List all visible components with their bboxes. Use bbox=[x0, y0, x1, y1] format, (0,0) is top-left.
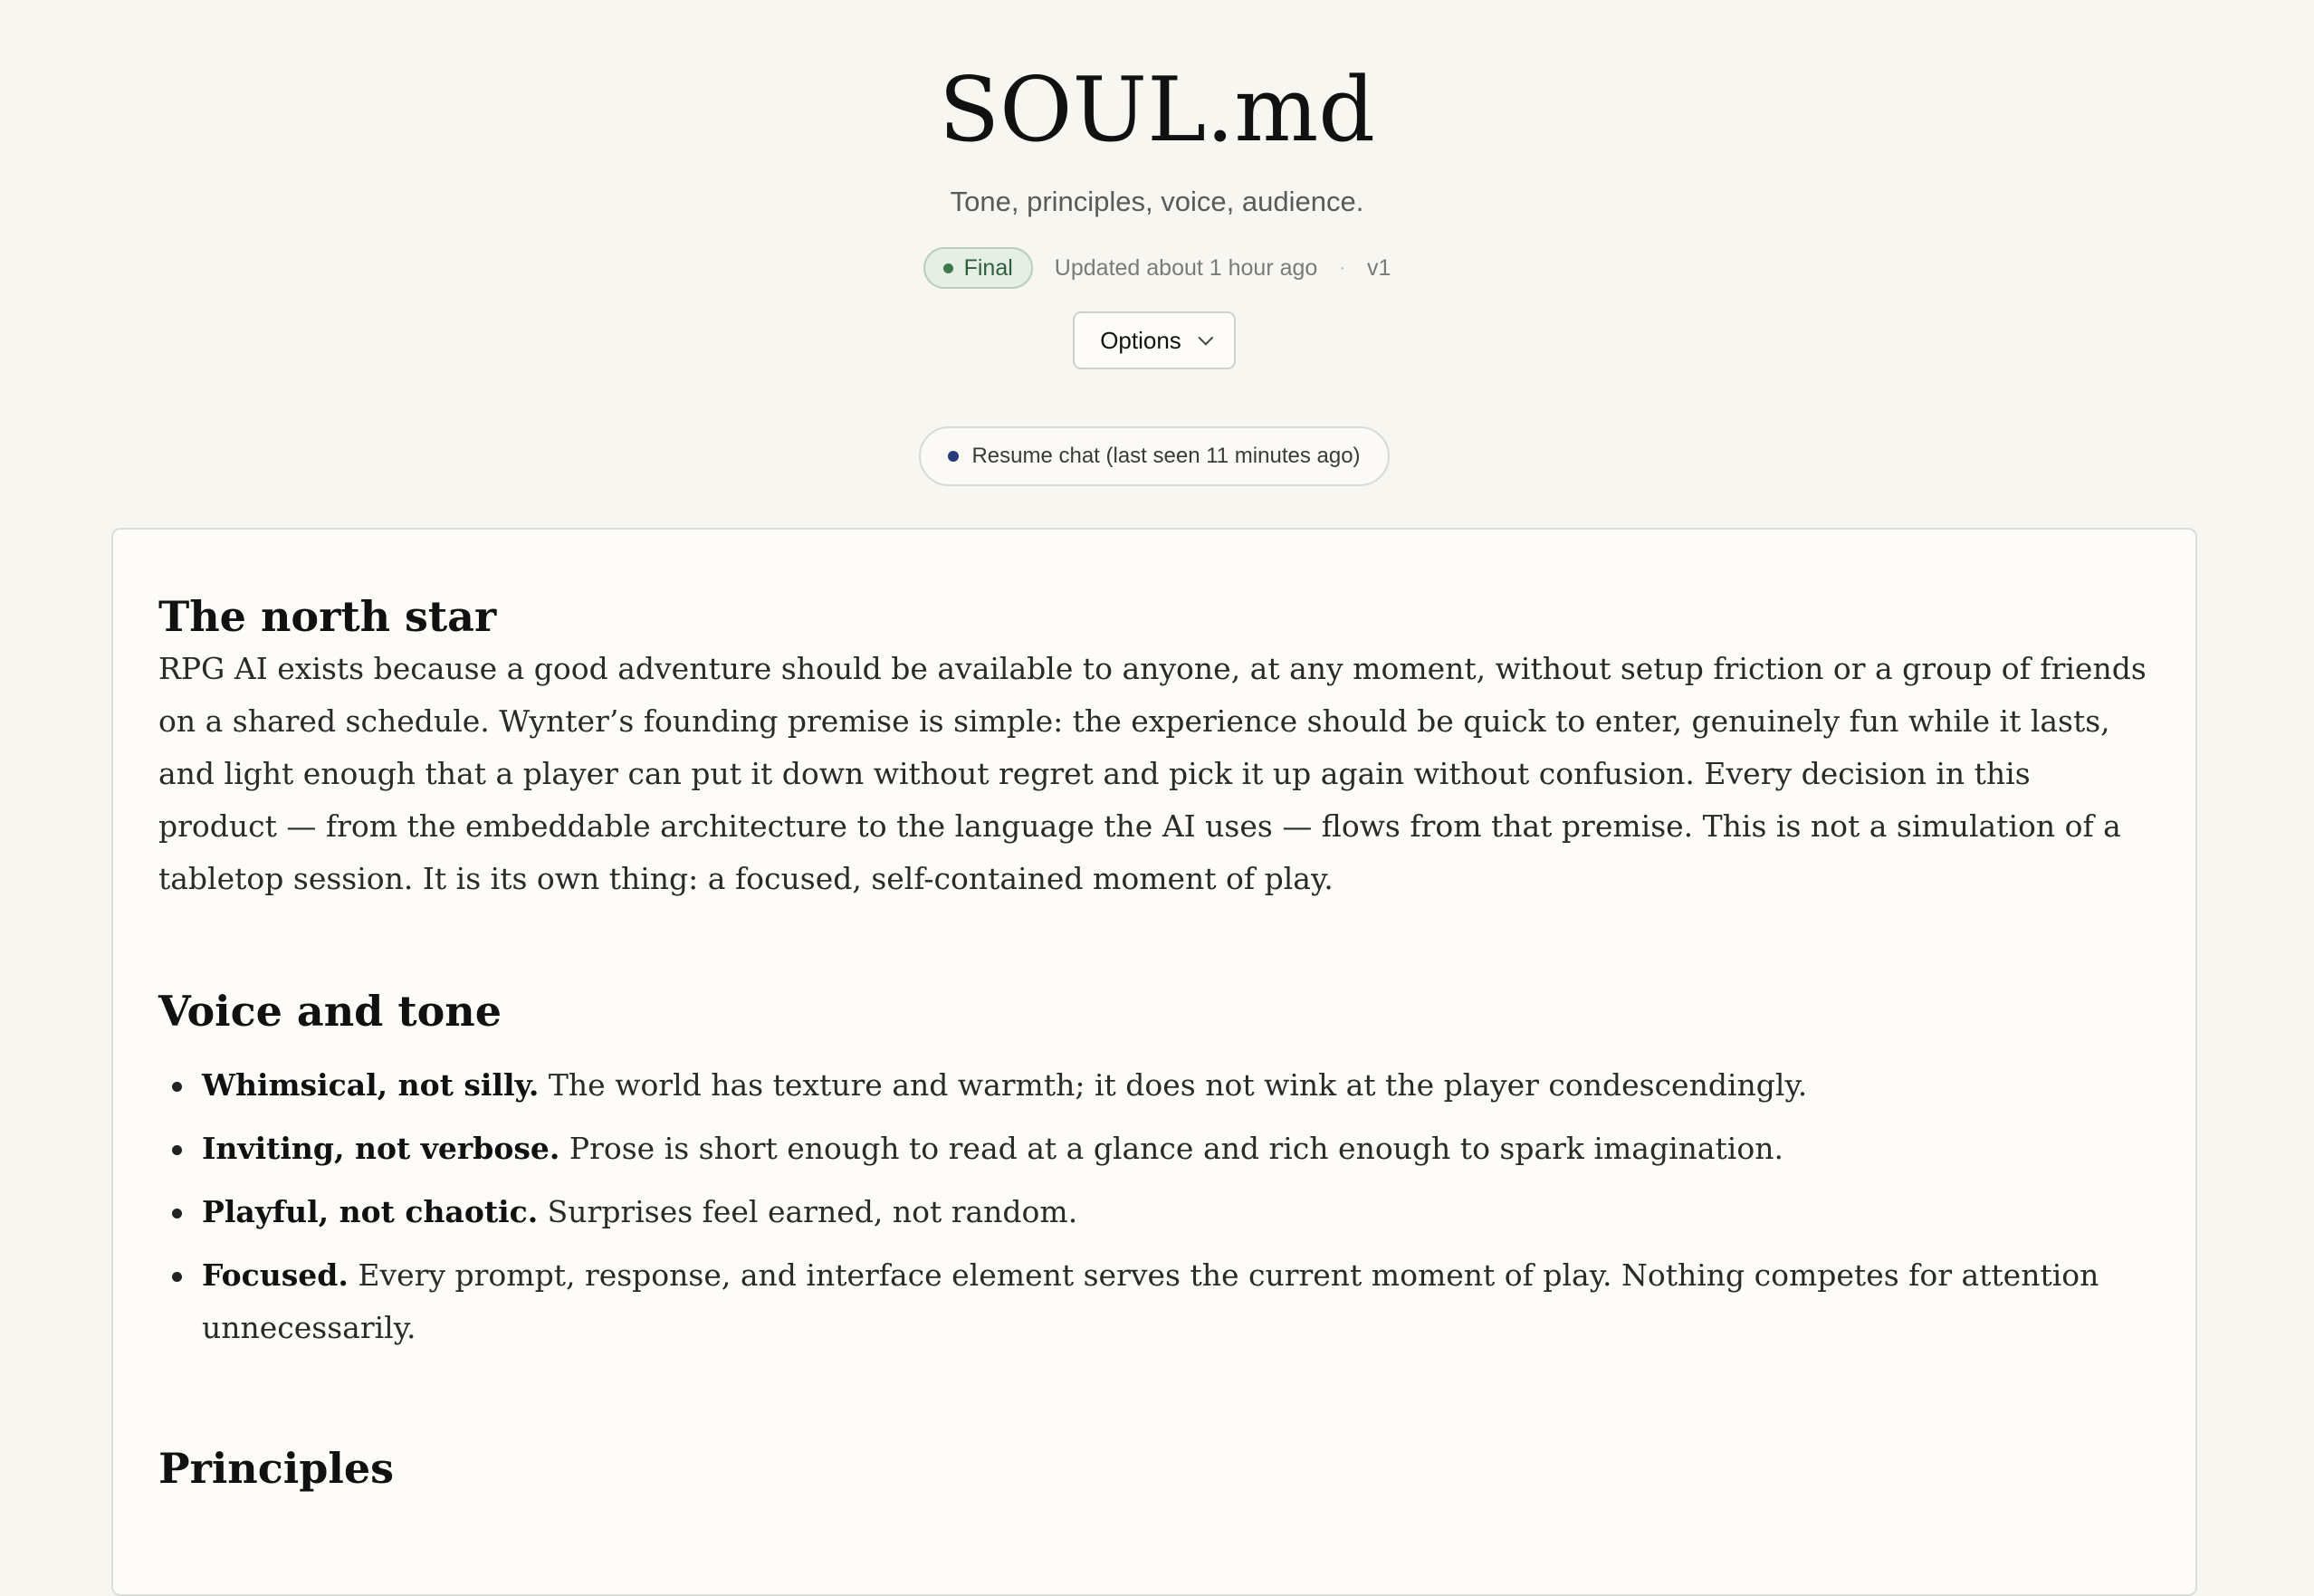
resume-chat-label: Resume chat (last seen 11 minutes ago) bbox=[971, 444, 1361, 468]
meta-row bbox=[0, 245, 2314, 291]
list-item-lead: Inviting, not verbose. bbox=[202, 1131, 560, 1166]
updated-timestamp: Updated about 1 hour ago bbox=[1054, 254, 1318, 281]
list-item-text: Prose is short enough to read at a glance and rich enough to spark imagination. bbox=[559, 1131, 1783, 1166]
version-label: v1 bbox=[1366, 254, 1391, 281]
document-body bbox=[111, 528, 2197, 1596]
list-item-lead: Playful, not chaotic. bbox=[202, 1194, 539, 1229]
list-item-lead: Whimsical, not silly. bbox=[202, 1067, 540, 1103]
list-item bbox=[158, 1059, 2150, 1112]
chat-dot-icon bbox=[948, 451, 959, 462]
list-item bbox=[158, 1123, 2150, 1175]
page-subtitle: Tone, principles, voice, audience. bbox=[950, 186, 1364, 217]
list-item-text: Every prompt, response, and interface element serves the current moment of play. Nothing competes for attention unnecessarily. bbox=[202, 1257, 2099, 1345]
status-dot-icon bbox=[943, 263, 953, 273]
voice-list bbox=[158, 1059, 2150, 1365]
chevron-down-icon bbox=[1198, 330, 1213, 346]
status-badge bbox=[923, 247, 1033, 289]
status-label: Final bbox=[963, 254, 1013, 281]
list-item bbox=[158, 1249, 2150, 1354]
page-title: SOUL.md bbox=[939, 59, 1375, 162]
options-button[interactable] bbox=[1073, 311, 1236, 369]
section-heading-principles: Principles bbox=[158, 1444, 395, 1493]
meta-separator: · bbox=[1339, 257, 1345, 278]
north-star-paragraph: RPG AI exists because a good adventure should be available to anyone, at any moment, without setup friction or a group of friends on a shared schedule. Wynter’s founding premise is simple: the experience should be quick to enter, genuinely fun while it lasts, and light enough that a player can put it down without regret and pick it up again without confusion. Every decision in this product — from the embeddable architecture to the language the AI uses — flows from that premise. This is not a simulation of a tabletop session. It is its own thing: a focused, self-contained moment of play. bbox=[158, 651, 2147, 896]
list-item-text: Surprises feel earned, not random. bbox=[538, 1194, 1078, 1229]
list-item bbox=[158, 1186, 2150, 1238]
list-item-lead: Focused. bbox=[202, 1257, 349, 1293]
section-heading-north-star: The north star bbox=[158, 592, 497, 641]
section-heading-voice: Voice and tone bbox=[158, 987, 502, 1036]
options-label: Options bbox=[1100, 326, 1181, 354]
resume-chat-button[interactable] bbox=[919, 426, 1390, 486]
list-item-text: The world has texture and warmth; it does not wink at the player condescendingly. bbox=[539, 1067, 1808, 1103]
